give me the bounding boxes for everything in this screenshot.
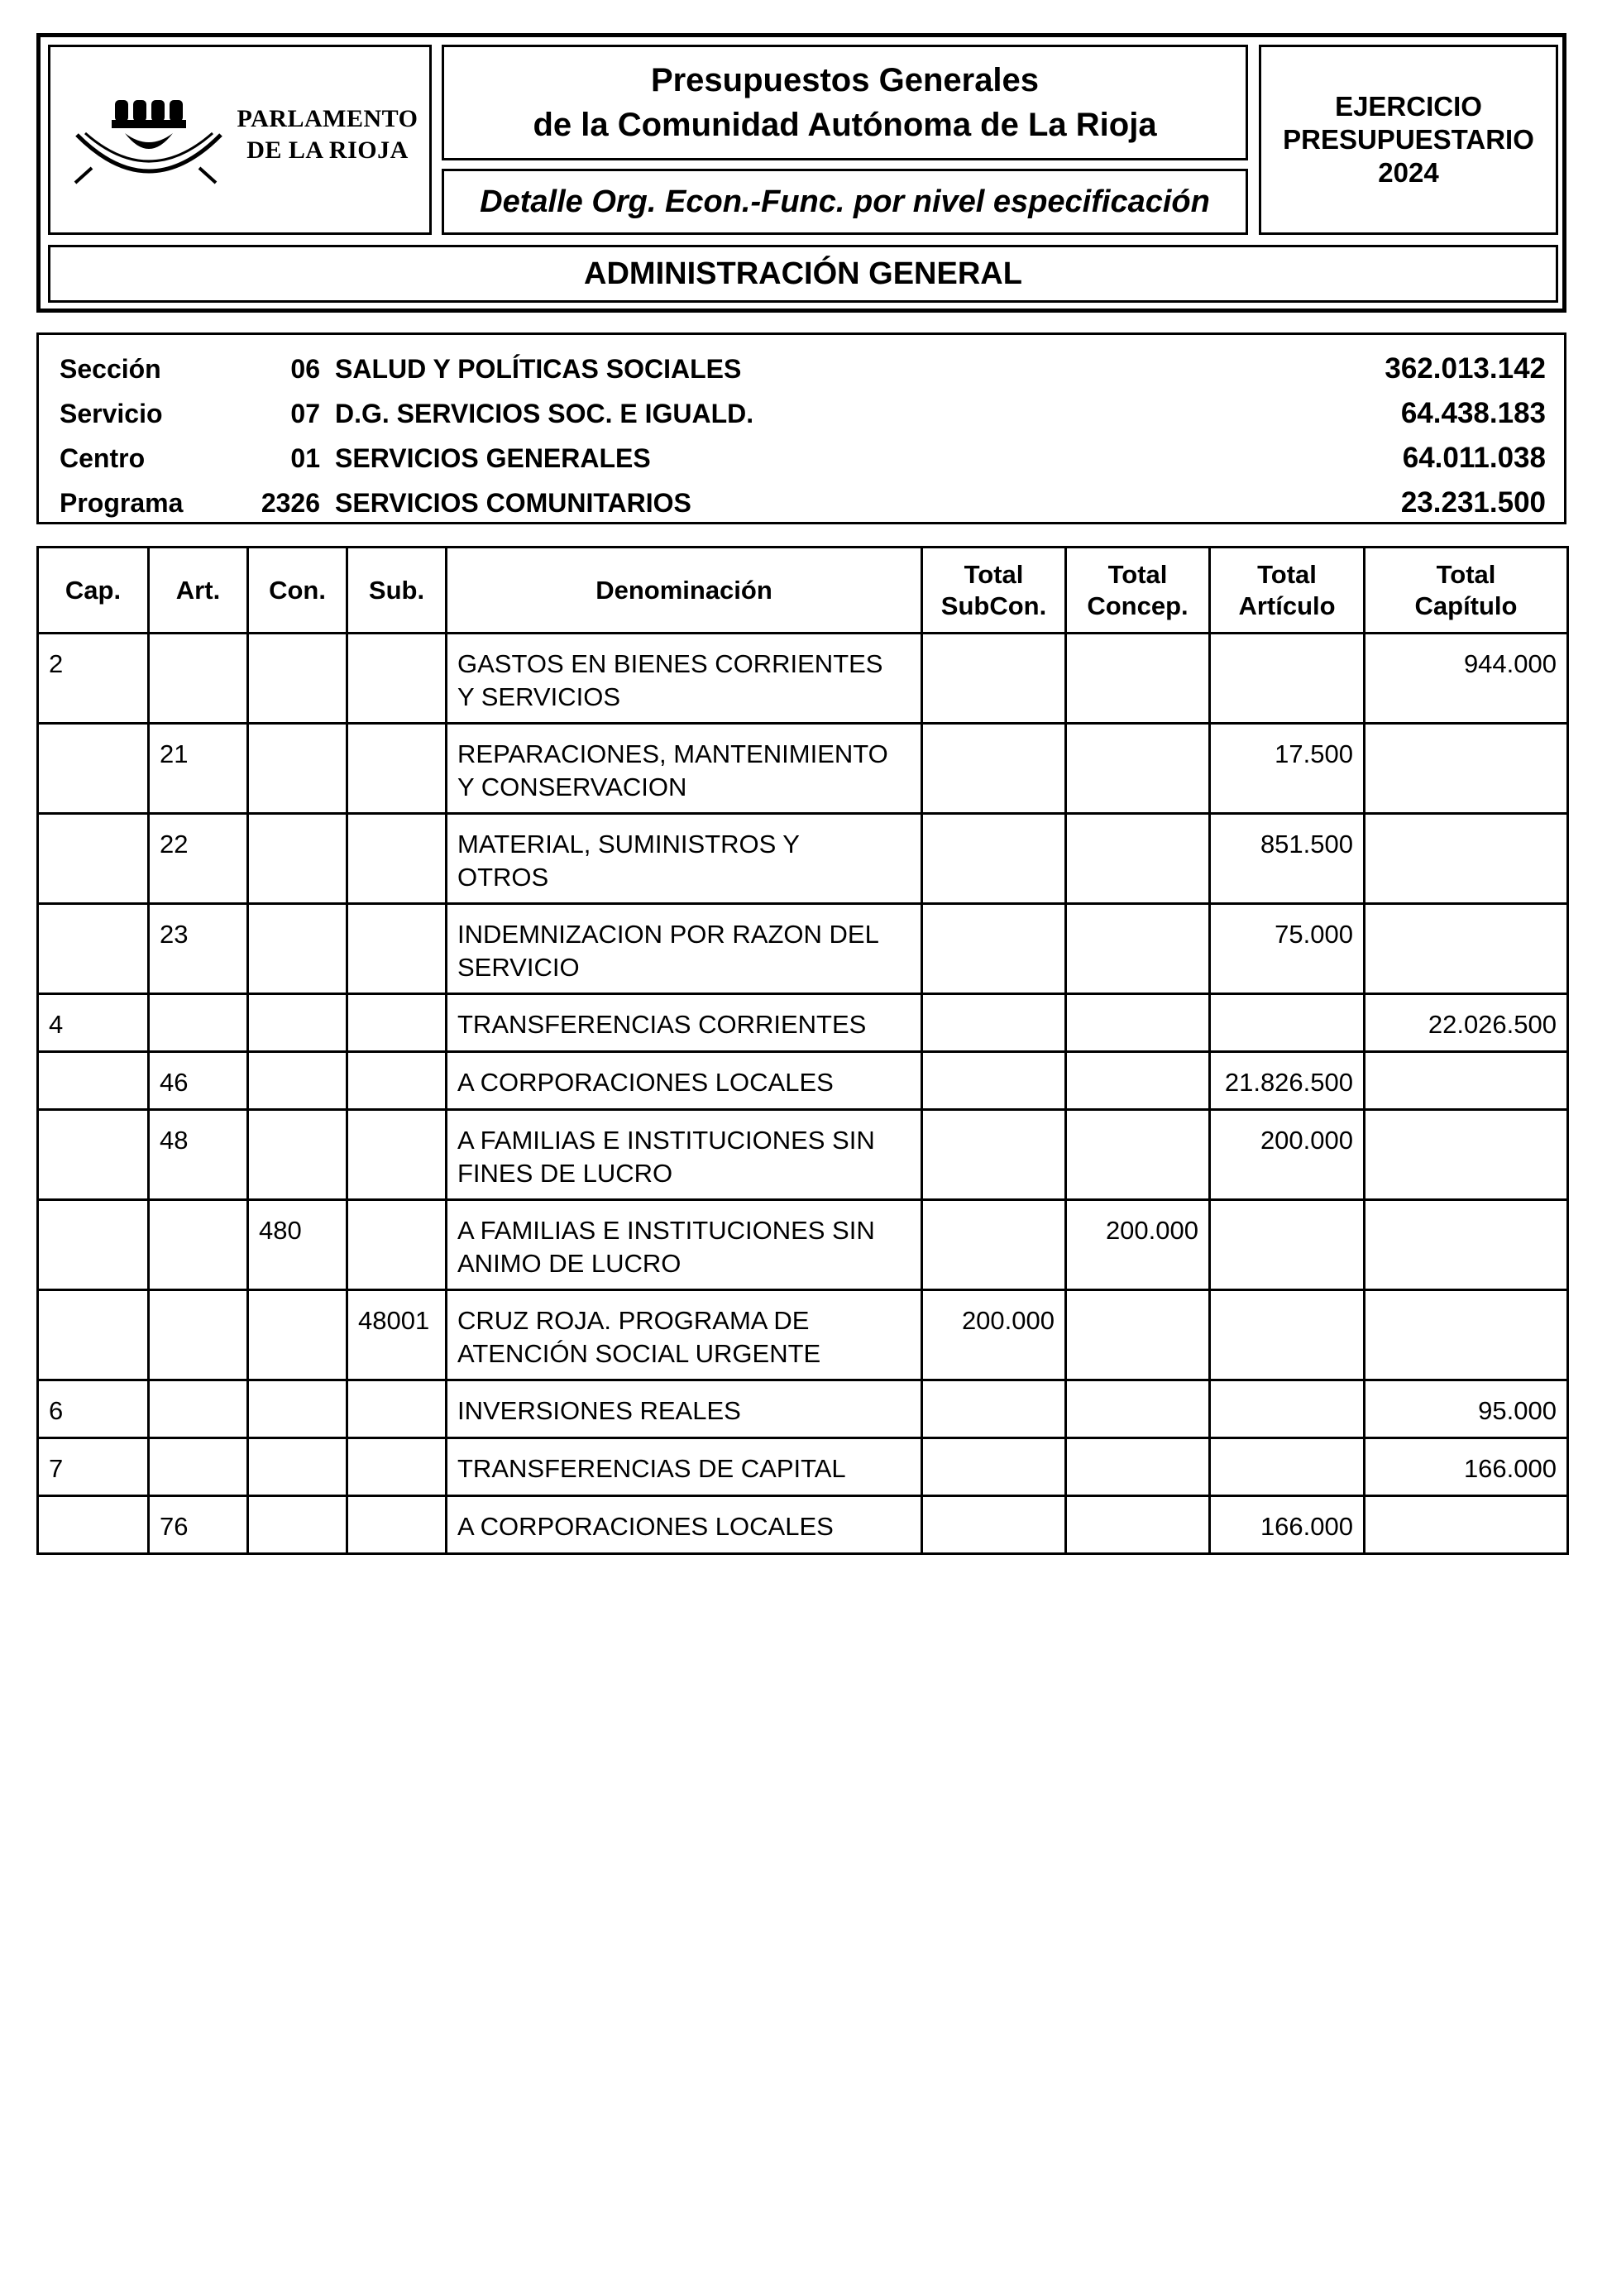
cell-cap [38, 1052, 149, 1110]
cell-cap [38, 904, 149, 994]
cell-cap [38, 1496, 149, 1554]
summary-row-seccion [39, 347, 1564, 391]
cell-sub [347, 724, 447, 814]
administration-panel [48, 245, 1558, 303]
cell-total-articulo: 21.826.500 [1210, 1052, 1365, 1110]
denominacion-line: TRANSFERENCIAS CORRIENTES [457, 1010, 867, 1039]
header-text: Concep. [1087, 591, 1189, 620]
cell-total-capitulo [1365, 1496, 1568, 1554]
denominacion-line: A FAMILIAS E INSTITUCIONES SIN [457, 1216, 875, 1245]
table-row [38, 994, 1568, 1052]
cell-con [248, 1290, 347, 1380]
cell-cap [38, 814, 149, 904]
administration-title: ADMINISTRACIÓN GENERAL [584, 256, 1022, 291]
header-total-subcon [922, 548, 1066, 634]
cell-sub [347, 814, 447, 904]
logo-text-line2: DE LA RIOJA [246, 136, 409, 164]
header-art: Art. [149, 548, 248, 634]
cell-total-capitulo [1365, 1110, 1568, 1200]
cell-total-subcon [922, 724, 1066, 814]
cell-denominacion [447, 904, 922, 994]
cell-sub [347, 1380, 447, 1438]
table-row [38, 904, 1568, 994]
cell-sub [347, 1496, 447, 1554]
cell-con [248, 1496, 347, 1554]
cell-art [149, 1438, 248, 1496]
cell-total-subcon [922, 1200, 1066, 1290]
cell-total-subcon [922, 1110, 1066, 1200]
summary-code: 06 [290, 354, 320, 384]
cell-cap: 6 [38, 1380, 149, 1438]
cell-art [149, 1200, 248, 1290]
summary-row-centro [39, 436, 1564, 481]
cell-denominacion [447, 1110, 922, 1200]
cell-total-capitulo [1365, 724, 1568, 814]
cell-total-concep [1066, 634, 1210, 724]
fiscal-year-label-2: PRESUPUESTARIO [1283, 124, 1534, 155]
cell-denominacion [447, 724, 922, 814]
cell-con: 480 [248, 1200, 347, 1290]
summary-code: 01 [290, 443, 320, 473]
header-text: Artículo [1238, 591, 1336, 620]
denominacion-line: REPARACIONES, MANTENIMIENTO [457, 739, 888, 768]
parliament-logo-icon [67, 84, 224, 199]
summary-amount: 23.231.500 [1400, 486, 1546, 519]
header-text: Capítulo [1414, 591, 1518, 620]
cell-total-concep [1066, 724, 1210, 814]
summary-name: SALUD Y POLÍTICAS SOCIALES [335, 354, 742, 384]
cell-total-subcon [922, 1438, 1066, 1496]
cell-art [149, 994, 248, 1052]
header-text: Total [964, 559, 1024, 589]
cell-sub [347, 1052, 447, 1110]
cell-total-articulo [1210, 634, 1365, 724]
cell-total-capitulo [1365, 904, 1568, 994]
table-row [38, 1110, 1568, 1200]
cell-total-subcon [922, 814, 1066, 904]
fiscal-year-value: 2024 [1378, 157, 1439, 188]
cell-total-concep [1066, 1290, 1210, 1380]
cell-total-articulo: 851.500 [1210, 814, 1365, 904]
budget-table [36, 546, 1569, 1555]
header-total-capitulo [1365, 548, 1568, 634]
document-header [36, 33, 1566, 313]
table-row [38, 814, 1568, 904]
cell-total-concep [1066, 814, 1210, 904]
cell-con [248, 1052, 347, 1110]
document-title-line1: Presupuestos Generales [650, 62, 1040, 98]
cell-total-articulo: 166.000 [1210, 1496, 1365, 1554]
cell-total-capitulo [1365, 1052, 1568, 1110]
cell-cap [38, 1200, 149, 1290]
cell-total-articulo: 200.000 [1210, 1110, 1365, 1200]
cell-denominacion [447, 814, 922, 904]
fiscal-year-panel [1259, 45, 1558, 235]
table-row [38, 1290, 1568, 1380]
cell-total-articulo [1210, 1290, 1365, 1380]
cell-art [149, 634, 248, 724]
table-row [38, 1438, 1568, 1496]
cell-art [149, 1290, 248, 1380]
document-title-line2: de la Comunidad Autónoma de La Rioja [533, 107, 1157, 143]
header-sub: Sub. [347, 548, 447, 634]
denominacion-line: A CORPORACIONES LOCALES [457, 1068, 834, 1097]
denominacion-line: TRANSFERENCIAS DE CAPITAL [457, 1454, 846, 1483]
cell-con [248, 994, 347, 1052]
cell-total-articulo [1210, 1380, 1365, 1438]
organization-summary [36, 332, 1566, 524]
logo-text-line1: PARLAMENTO [237, 105, 418, 132]
table-row [38, 1200, 1568, 1290]
cell-denominacion [447, 1438, 922, 1496]
denominacion-line: SERVICIO [457, 953, 580, 982]
cell-art: 23 [149, 904, 248, 994]
denominacion-line: FINES DE LUCRO [457, 1159, 673, 1188]
cell-denominacion [447, 634, 922, 724]
summary-amount: 64.011.038 [1402, 442, 1546, 474]
cell-total-subcon [922, 1052, 1066, 1110]
denominacion-line: Y SERVICIOS [457, 682, 620, 711]
cell-cap: 4 [38, 994, 149, 1052]
table-row [38, 634, 1568, 724]
cell-denominacion [447, 1290, 922, 1380]
cell-total-concep [1066, 904, 1210, 994]
header-text: Total [1436, 559, 1496, 589]
cell-cap [38, 1110, 149, 1200]
cell-art: 21 [149, 724, 248, 814]
table-header-row [38, 548, 1568, 634]
cell-con [248, 1380, 347, 1438]
summary-row-servicio [39, 391, 1564, 436]
cell-total-capitulo [1365, 814, 1568, 904]
logo-text [224, 103, 431, 166]
denominacion-line: MATERIAL, SUMINISTROS Y [457, 830, 800, 859]
table-row [38, 1052, 1568, 1110]
cell-total-concep: 200.000 [1066, 1200, 1210, 1290]
summary-row-programa [39, 481, 1564, 525]
cell-sub [347, 994, 447, 1052]
header-text: Total [1107, 559, 1168, 589]
cell-denominacion [447, 1200, 922, 1290]
cell-sub [347, 1200, 447, 1290]
cell-total-articulo: 75.000 [1210, 904, 1365, 994]
table-row [38, 1496, 1568, 1554]
cell-total-concep [1066, 1380, 1210, 1438]
logo-panel [48, 45, 432, 235]
denominacion-line: CRUZ ROJA. PROGRAMA DE [457, 1306, 810, 1335]
cell-art: 46 [149, 1052, 248, 1110]
table-row [38, 724, 1568, 814]
cell-con [248, 1438, 347, 1496]
summary-amount: 362.013.142 [1385, 352, 1546, 385]
summary-code: 2326 [261, 488, 320, 518]
cell-total-subcon: 200.000 [922, 1290, 1066, 1380]
cell-sub [347, 1438, 447, 1496]
cell-total-concep [1066, 1438, 1210, 1496]
cell-denominacion [447, 1496, 922, 1554]
summary-label: Programa [60, 488, 184, 518]
summary-label: Centro [60, 443, 146, 473]
header-text: Total [1257, 559, 1317, 589]
cell-total-articulo: 17.500 [1210, 724, 1365, 814]
cell-art [149, 1380, 248, 1438]
cell-total-articulo [1210, 994, 1365, 1052]
header-con: Con. [248, 548, 347, 634]
header-total-concep [1066, 548, 1210, 634]
cell-total-capitulo [1365, 1200, 1568, 1290]
cell-total-subcon [922, 634, 1066, 724]
cell-art: 22 [149, 814, 248, 904]
table-row [38, 1380, 1568, 1438]
cell-total-subcon [922, 1496, 1066, 1554]
cell-con [248, 904, 347, 994]
cell-total-concep [1066, 1052, 1210, 1110]
summary-amount: 64.438.183 [1400, 397, 1546, 429]
cell-total-capitulo [1365, 1290, 1568, 1380]
cell-art: 76 [149, 1496, 248, 1554]
summary-label: Sección [60, 354, 161, 384]
denominacion-line: ANIMO DE LUCRO [457, 1249, 682, 1278]
cell-con [248, 1110, 347, 1200]
cell-total-subcon [922, 904, 1066, 994]
header-total-articulo [1210, 548, 1365, 634]
fiscal-year-label-1: EJERCICIO [1335, 91, 1482, 122]
cell-total-articulo [1210, 1200, 1365, 1290]
cell-total-subcon [922, 994, 1066, 1052]
document-subtitle: Detalle Org. Econ.-Func. por nivel especificación [480, 184, 1210, 219]
cell-con [248, 814, 347, 904]
summary-name: SERVICIOS COMUNITARIOS [335, 488, 691, 518]
cell-total-concep [1066, 994, 1210, 1052]
summary-name: SERVICIOS GENERALES [335, 443, 651, 473]
cell-sub [347, 1110, 447, 1200]
cell-total-subcon [922, 1380, 1066, 1438]
cell-cap [38, 724, 149, 814]
denominacion-line: INVERSIONES REALES [457, 1396, 741, 1425]
cell-denominacion [447, 994, 922, 1052]
header-text: SubCon. [940, 591, 1047, 620]
denominacion-line: Y CONSERVACION [457, 773, 687, 801]
cell-cap: 7 [38, 1438, 149, 1496]
summary-name: D.G. SERVICIOS SOC. E IGUALD. [335, 399, 754, 428]
cell-denominacion [447, 1052, 922, 1110]
denominacion-line: ATENCIÓN SOCIAL URGENTE [457, 1339, 821, 1368]
cell-total-concep [1066, 1496, 1210, 1554]
subtitle-panel [442, 169, 1248, 235]
header-denominacion: Denominación [447, 548, 922, 634]
cell-total-capitulo: 22.026.500 [1365, 994, 1568, 1052]
title-panel [442, 45, 1248, 160]
denominacion-line: A FAMILIAS E INSTITUCIONES SIN [457, 1126, 875, 1155]
cell-con [248, 634, 347, 724]
cell-total-articulo [1210, 1438, 1365, 1496]
denominacion-line: GASTOS EN BIENES CORRIENTES [457, 649, 883, 678]
cell-denominacion [447, 1380, 922, 1438]
cell-cap: 2 [38, 634, 149, 724]
cell-total-concep [1066, 1110, 1210, 1200]
cell-total-capitulo: 944.000 [1365, 634, 1568, 724]
summary-code: 07 [290, 399, 320, 428]
cell-sub: 48001 [347, 1290, 447, 1380]
denominacion-line: A CORPORACIONES LOCALES [457, 1512, 834, 1541]
summary-label: Servicio [60, 399, 163, 428]
cell-sub [347, 904, 447, 994]
denominacion-line: OTROS [457, 863, 549, 892]
cell-total-capitulo: 166.000 [1365, 1438, 1568, 1496]
cell-art: 48 [149, 1110, 248, 1200]
cell-total-capitulo: 95.000 [1365, 1380, 1568, 1438]
cell-con [248, 724, 347, 814]
header-cap: Cap. [38, 548, 149, 634]
denominacion-line: INDEMNIZACION POR RAZON DEL [457, 920, 879, 949]
cell-cap [38, 1290, 149, 1380]
cell-sub [347, 634, 447, 724]
